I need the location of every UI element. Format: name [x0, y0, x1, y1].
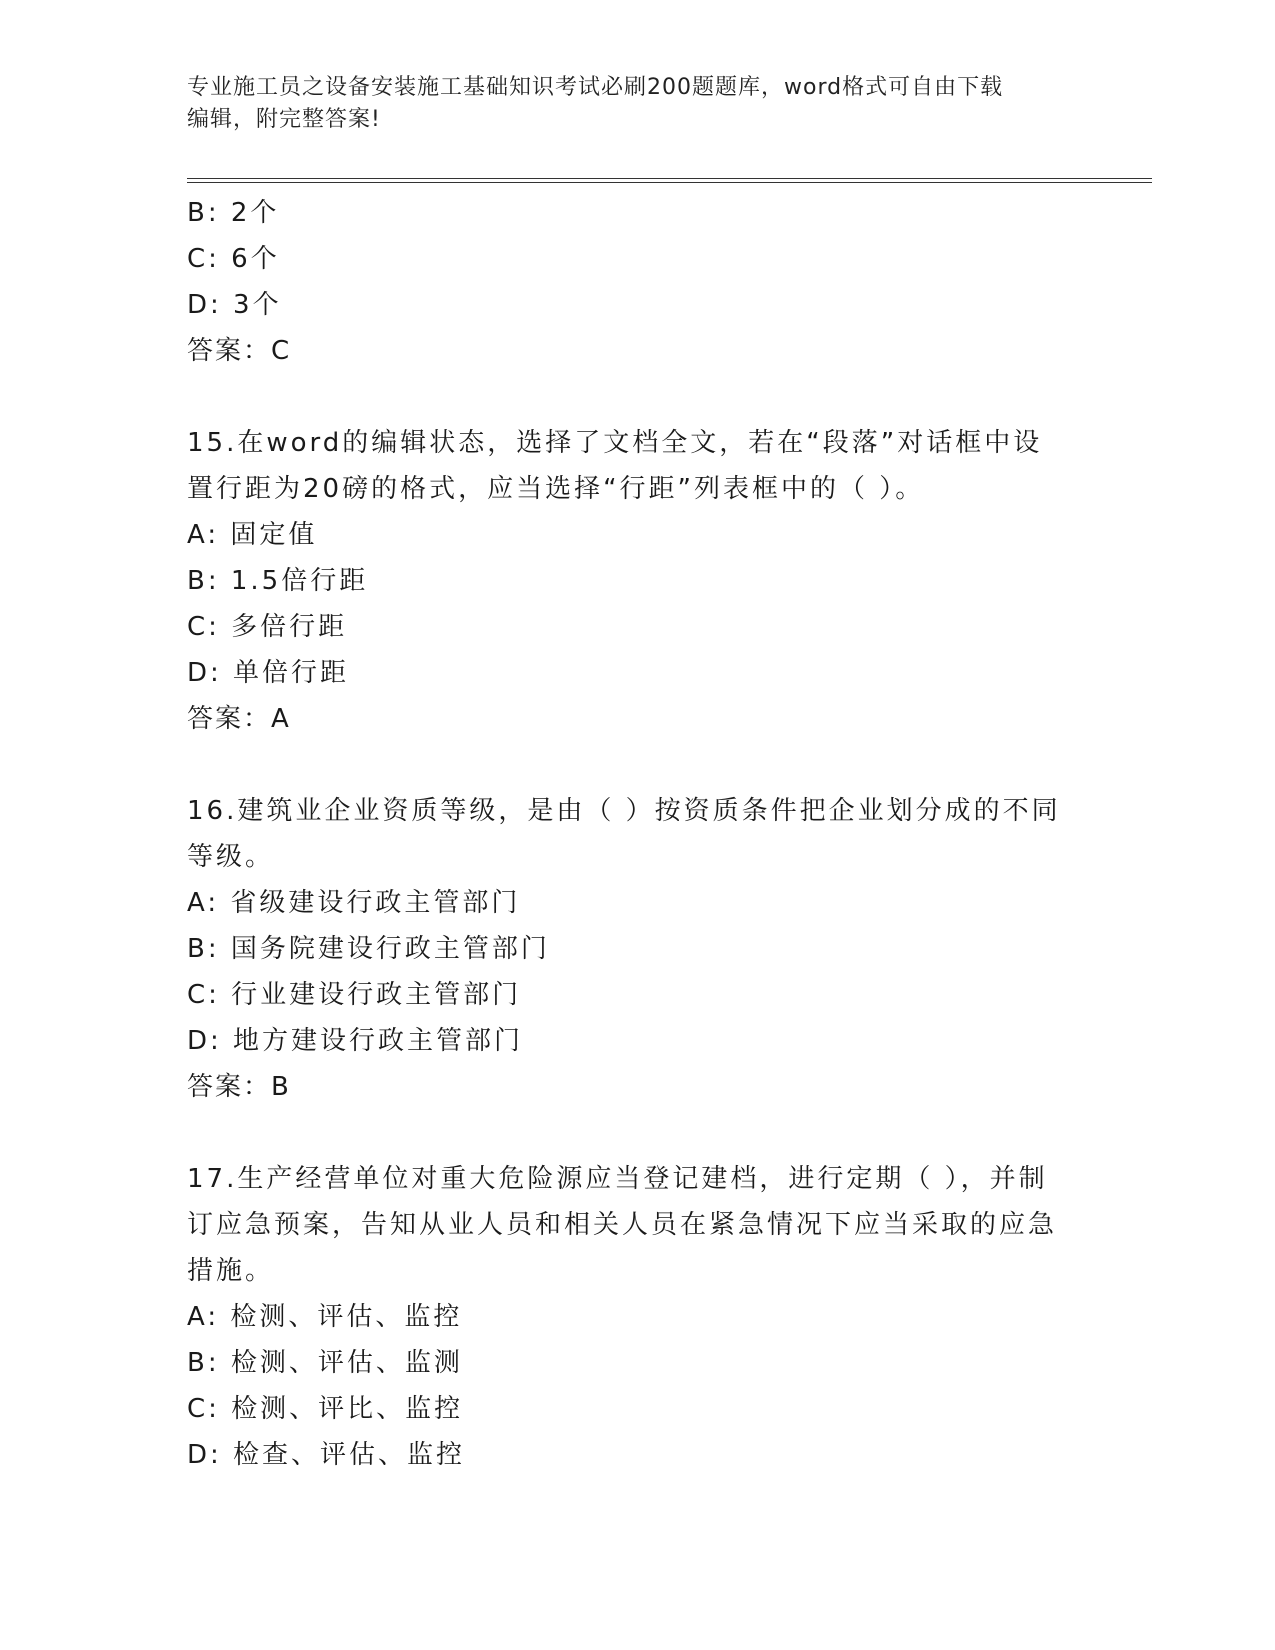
option-c: C: 多倍行距: [187, 612, 348, 642]
option-a: A: 省级建设行政主管部门: [187, 888, 521, 918]
option-b: B: 1.5倍行距: [187, 566, 369, 596]
header-divider: [187, 178, 1152, 183]
option-d: D: 检查、评估、监控: [187, 1440, 466, 1470]
question-text-line: 置行距为20磅的格式，应当选择“行距”列表框中的（ ）。: [187, 474, 925, 504]
option-a: A: 检测、评估、监控: [187, 1302, 463, 1332]
question-text-line: 措施。: [187, 1256, 275, 1286]
question-text-line: 等级。: [187, 842, 275, 872]
header-title-line-1: 专业施工员之设备安装施工基础知识考试必刷200题题库，word格式可自由下载: [187, 75, 1004, 100]
option-b: B: 检测、评估、监测: [187, 1348, 463, 1378]
answer-line: 答案：B: [187, 1072, 291, 1102]
answer-line: 答案：A: [187, 704, 291, 734]
header-title-line-2: 编辑，附完整答案!: [187, 107, 381, 132]
option-c: C: 行业建设行政主管部门: [187, 980, 522, 1010]
question-text-line: 16.建筑业企业资质等级，是由（ ）按资质条件把企业划分成的不同: [187, 796, 1061, 826]
option-d: D: 3个: [187, 290, 282, 320]
question-16: [187, 788, 1067, 1110]
option-b: B: 国务院建设行政主管部门: [187, 934, 550, 964]
document-header: [187, 72, 1067, 136]
option-d: D: 地方建设行政主管部门: [187, 1026, 524, 1056]
question-text-line: 15.在word的编辑状态，选择了文档全文，若在“段落”对话框中设: [187, 428, 1043, 458]
question-17: [187, 1156, 1067, 1478]
option-c: C: 6个: [187, 244, 280, 274]
partial-question: [187, 190, 1067, 374]
option-a: A: 固定值: [187, 520, 318, 550]
option-b: B: 2个: [187, 198, 280, 228]
option-d: D: 单倍行距: [187, 658, 350, 688]
question-15: [187, 420, 1067, 742]
question-text-line: 订应急预案，告知从业人员和相关人员在紧急情况下应当采取的应急: [187, 1210, 1058, 1240]
option-c: C: 检测、评比、监控: [187, 1394, 464, 1424]
answer-line: 答案：C: [187, 336, 292, 366]
document-body: [187, 190, 1067, 1478]
question-text-line: 17.生产经营单位对重大危险源应当登记建档，进行定期（ ），并制: [187, 1164, 1048, 1194]
